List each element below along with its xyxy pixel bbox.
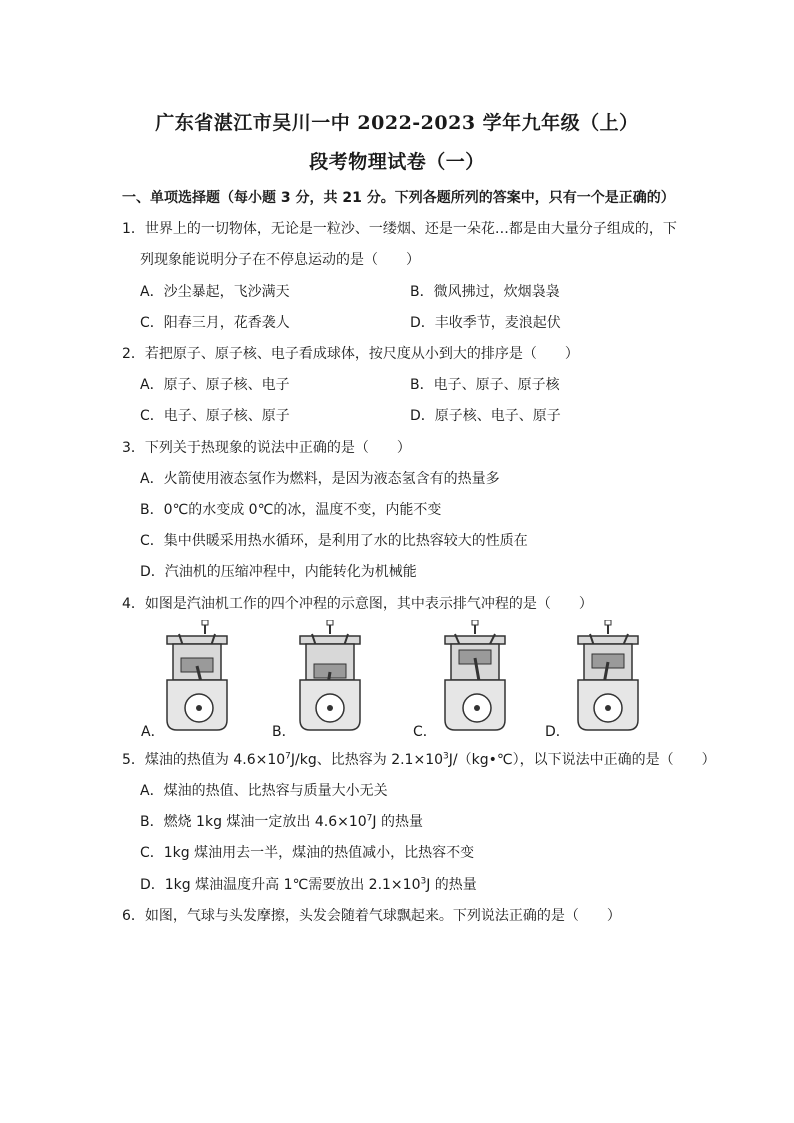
question-5-option-a: A．煤油的热值、比热容与质量大小无关 — [140, 783, 388, 799]
q5-exp-1: 7 — [285, 751, 291, 762]
engine-label-c: C． — [413, 724, 437, 740]
q5-d-text-a: D．1kg 煤油温度升高 1℃需要放出 2.1×10 — [140, 877, 421, 893]
engine-label-d: D． — [545, 724, 570, 740]
question-5-option-b — [140, 811, 423, 831]
q5-d-text-b: J 的热量 — [426, 877, 477, 893]
question-5-stem — [122, 749, 716, 769]
question-3-option-d: D．汽油机的压缩冲程中，内能转化为机械能 — [140, 564, 417, 580]
question-1-option-b: B．微风拂过，炊烟袅袅 — [410, 284, 560, 300]
question-2-option-a: A．原子、原子核、电子 — [140, 377, 290, 393]
question-2-option-d: D．原子核、电子、原子 — [410, 408, 561, 424]
engine-label-b: B． — [272, 724, 296, 740]
question-1-option-d: D．丰收季节，麦浪起伏 — [410, 315, 561, 331]
question-3-option-b: B．0℃的水变成 0℃的冰，温度不变，内能不变 — [140, 502, 442, 518]
engine-diagram-c — [439, 620, 511, 732]
question-4-stem: 4．如图是汽油机工作的四个冲程的示意图，其中表示排气冲程的是（ ） — [122, 596, 593, 612]
question-3-option-c: C．集中供暖采用热水循环，是利用了水的比热容较大的性质在 — [140, 533, 528, 549]
question-2-option-c: C．电子、原子核、原子 — [140, 408, 290, 424]
engine-label-a: A． — [141, 724, 165, 740]
q5-text-b: J/kg、比热容为 2.1×10 — [290, 752, 444, 768]
question-1-stem-cont: 列现象能说明分子在不停息运动的是（ ） — [140, 252, 420, 268]
question-2-stem: 2．若把原子、原子核、电子看成球体，按尺度从小到大的排序是（ ） — [122, 346, 579, 362]
engine-diagram-a — [161, 620, 233, 732]
q5-b-text-a: B．燃烧 1kg 煤油一定放出 4.6×10 — [140, 814, 367, 830]
question-5-option-c: C．1kg 煤油用去一半，煤油的热值减小，比热容不变 — [140, 845, 475, 861]
question-3-option-a: A．火箭使用液态氢作为燃料，是因为液态氢含有的热量多 — [140, 471, 500, 487]
question-5-option-d — [140, 874, 477, 894]
q5-text-a: 5．煤油的热值为 4.6×10 — [122, 752, 286, 768]
question-1-option-c: C．阳春三月，花香袭人 — [140, 315, 290, 331]
engine-diagram-d — [572, 620, 644, 732]
q5-d-exp: 3 — [420, 876, 427, 887]
page-subtitle: 段考物理试卷（一） — [309, 151, 485, 173]
q5-b-exp: 7 — [366, 813, 373, 824]
question-2-option-b: B．电子、原子、原子核 — [410, 377, 560, 393]
question-1-option-a: A．沙尘暴起，飞沙满天 — [140, 284, 290, 300]
section-heading: 一、单项选择题（每小题 3 分，共 21 分。下列各题所列的答案中，只有一个是正确的） — [122, 190, 675, 206]
q5-exp-2: 3 — [443, 751, 449, 762]
engine-diagram-b — [294, 620, 366, 732]
q5-b-text-b: J 的热量 — [372, 814, 423, 830]
q5-text-c: J/（kg•℃），以下说法中正确的是（ ） — [448, 752, 716, 768]
question-6-stem: 6．如图，气球与头发摩擦，头发会随着气球飘起来。下列说法正确的是（ ） — [122, 908, 621, 924]
page-title: 广东省湛江市吴川一中 2022-2023 学年九年级（上） — [155, 112, 639, 134]
question-3-stem: 3．下列关于热现象的说法中正确的是（ ） — [122, 440, 411, 456]
question-1-stem: 1．世界上的一切物体，无论是一粒沙、一缕烟、还是一朵花…都是由大量分子组成的，下 — [122, 221, 677, 237]
